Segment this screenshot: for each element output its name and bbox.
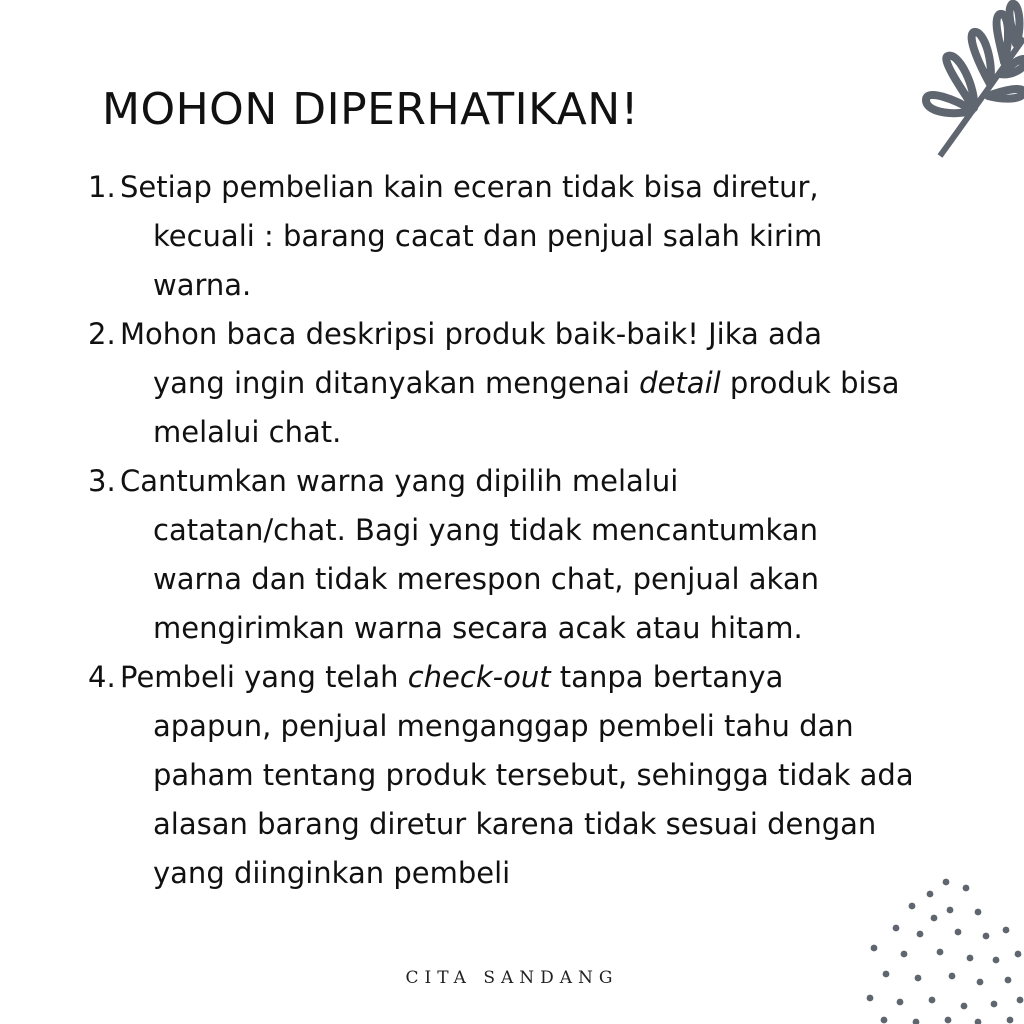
list-item [88, 457, 948, 653]
dot [1015, 951, 1022, 958]
text-line [120, 457, 930, 506]
brand-footer: CITA SANDANG [405, 968, 619, 988]
dot [961, 1003, 968, 1010]
dot [937, 949, 944, 956]
dot [993, 957, 1000, 964]
list-item-number: 1. [88, 170, 116, 204]
dot [1017, 997, 1024, 1004]
text-segment: tanpa bertanya [550, 660, 784, 694]
text-line [120, 408, 930, 457]
dot [955, 929, 962, 936]
dot [945, 1017, 952, 1024]
text-segment: catatan/chat. Bagi yang tidak mencantumkan [153, 513, 818, 547]
dot [975, 1019, 982, 1024]
text-line [120, 751, 930, 800]
list-item-number: 3. [88, 464, 116, 498]
text-segment: yang diinginkan pembeli [153, 856, 511, 890]
text-line [120, 604, 930, 653]
dot [991, 1001, 998, 1008]
dot [871, 945, 878, 952]
text-line [120, 653, 930, 702]
list-item [88, 163, 948, 310]
text-segment: produk bisa [720, 366, 900, 400]
emphasis-text: detail [639, 366, 721, 400]
leaf-branch-icon [904, 0, 1024, 170]
text-line [120, 702, 930, 751]
dot [983, 933, 990, 940]
dot [901, 951, 908, 958]
dot [975, 909, 982, 916]
dot [913, 1019, 920, 1024]
list-item-text [120, 163, 930, 310]
text-segment: mengirimkan warna secara acak atau hitam. [153, 611, 803, 645]
page-title: MOHON DIPERHATIKAN! [102, 84, 639, 135]
dot [867, 995, 874, 1002]
dot [929, 997, 936, 1004]
dot [1003, 927, 1010, 934]
text-line [120, 163, 930, 212]
text-segment: alasan barang diretur karena tidak sesuai dengan [153, 807, 877, 841]
text-segment: melalui chat. [153, 415, 342, 449]
text-line [120, 506, 930, 555]
dot [909, 903, 916, 910]
text-segment: paham tentang produk tersebut, sehingga tidak ada [153, 758, 914, 792]
text-segment: kecuali : barang cacat dan penjual salah kirim [153, 219, 823, 253]
dot [947, 907, 954, 914]
list-item-number: 2. [88, 317, 116, 351]
list-item-text [120, 653, 930, 898]
text-segment: Setiap pembelian kain eceran tidak bisa diretur, [120, 170, 819, 204]
dot [931, 915, 938, 922]
list-item [88, 310, 948, 457]
text-segment: apapun, penjual menganggap pembeli tahu dan [153, 709, 854, 743]
list-item [88, 653, 948, 898]
dot [897, 999, 904, 1006]
text-line [120, 310, 930, 359]
list-item-text [120, 310, 930, 457]
text-line [120, 555, 930, 604]
dot [1007, 1017, 1014, 1024]
text-line [120, 261, 930, 310]
dot [893, 925, 900, 932]
text-segment: Pembeli yang telah [120, 660, 408, 694]
dot [963, 885, 970, 892]
dot [917, 931, 924, 938]
text-segment: warna. [153, 268, 252, 302]
text-line [120, 849, 930, 898]
emphasis-text: check-out [407, 660, 551, 694]
text-line [120, 800, 930, 849]
list-item-number: 4. [88, 660, 116, 694]
list-item-text [120, 457, 930, 653]
text-line [120, 212, 930, 261]
text-line [120, 359, 930, 408]
dot [967, 955, 974, 962]
notice-list [88, 163, 948, 898]
text-segment: Cantumkan warna yang dipilih melalui [120, 464, 679, 498]
text-segment: Mohon baca deskripsi produk baik-baik! Jika ada [120, 317, 822, 351]
dot [881, 1017, 888, 1024]
text-segment: warna dan tidak merespon chat, penjual akan [153, 562, 819, 596]
text-segment: yang ingin ditanyakan mengenai [153, 366, 640, 400]
